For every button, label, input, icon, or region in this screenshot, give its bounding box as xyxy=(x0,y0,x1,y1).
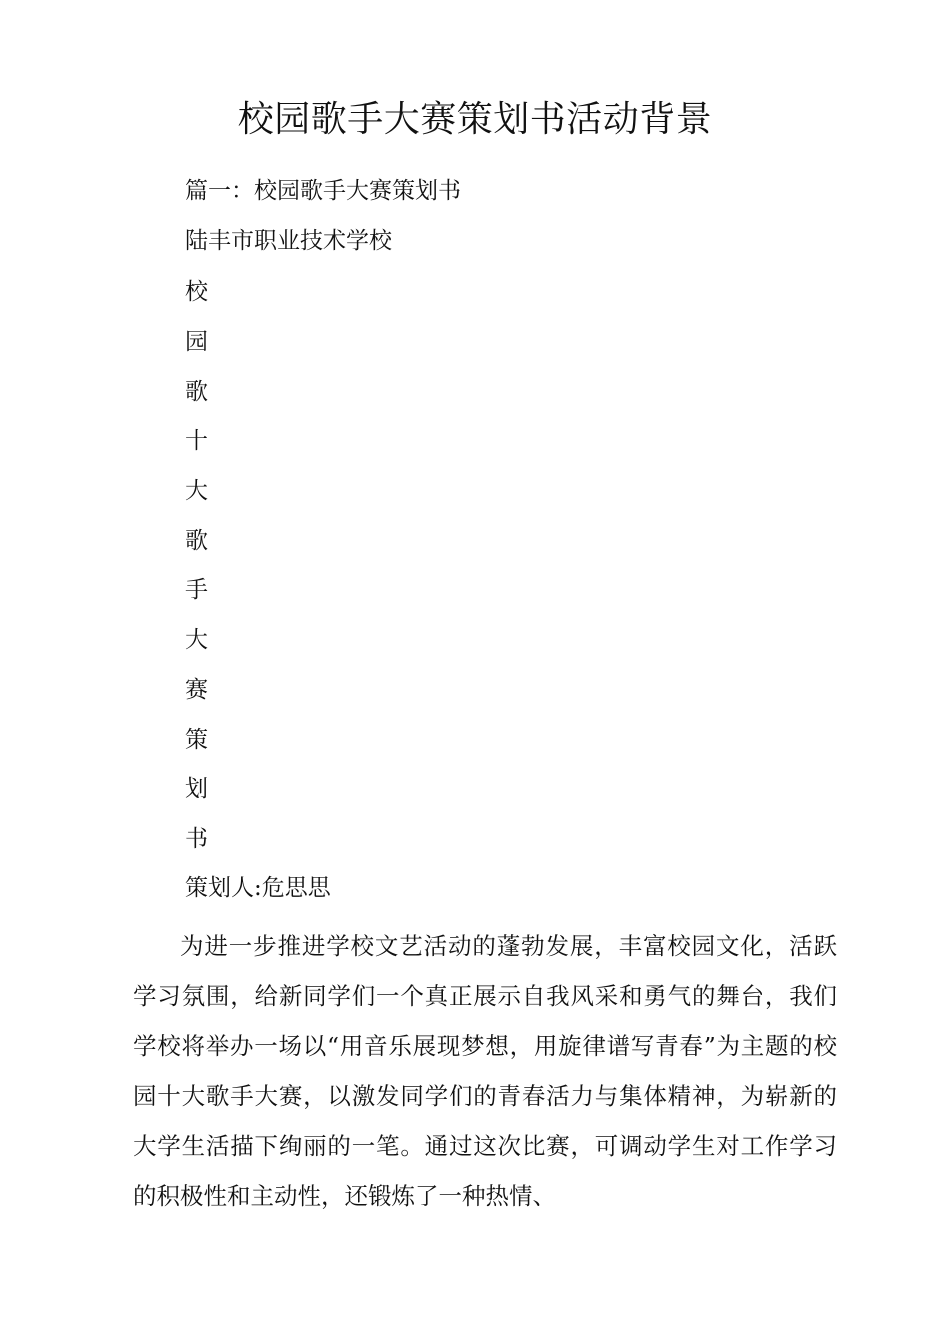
planner-line: 策划人:危思思 xyxy=(185,875,331,901)
section-heading: 篇一：校园歌手大赛策划书 xyxy=(185,178,461,204)
vertical-char: 划 xyxy=(185,776,208,802)
vertical-char: 校 xyxy=(185,279,208,305)
vertical-char: 手 xyxy=(185,577,208,603)
vertical-char: 歌 xyxy=(185,379,208,405)
vertical-char: 书 xyxy=(185,826,208,852)
vertical-char: 大 xyxy=(185,627,208,653)
vertical-char: 园 xyxy=(185,329,208,355)
body-paragraph: 为进一步推进学校文艺活动的蓬勃发展，丰富校园文化，活跃学习氛围，给新同学们一个真正展示自我风采和勇气的舞台，我们学校将举办一场以“用音乐展现梦想，用旋律谱写青春”为主题的校园十大歌手大赛，以激发同学们的青春活力与集体精神，为崭新的大学生活描下绚丽的一笔。通过这次比赛，可调动学生对工作学习的积极性和主动性，还锻炼了一种热情、 xyxy=(133,932,837,1210)
document-title: 校园歌手大赛策划书活动背景 xyxy=(237,99,713,140)
school-name: 陆丰市职业技术学校 xyxy=(185,228,392,254)
vertical-char: 策 xyxy=(185,727,208,753)
vertical-char: 大 xyxy=(185,478,208,504)
vertical-char: 十 xyxy=(185,428,208,454)
vertical-char: 赛 xyxy=(185,677,208,703)
vertical-char: 歌 xyxy=(185,528,208,554)
